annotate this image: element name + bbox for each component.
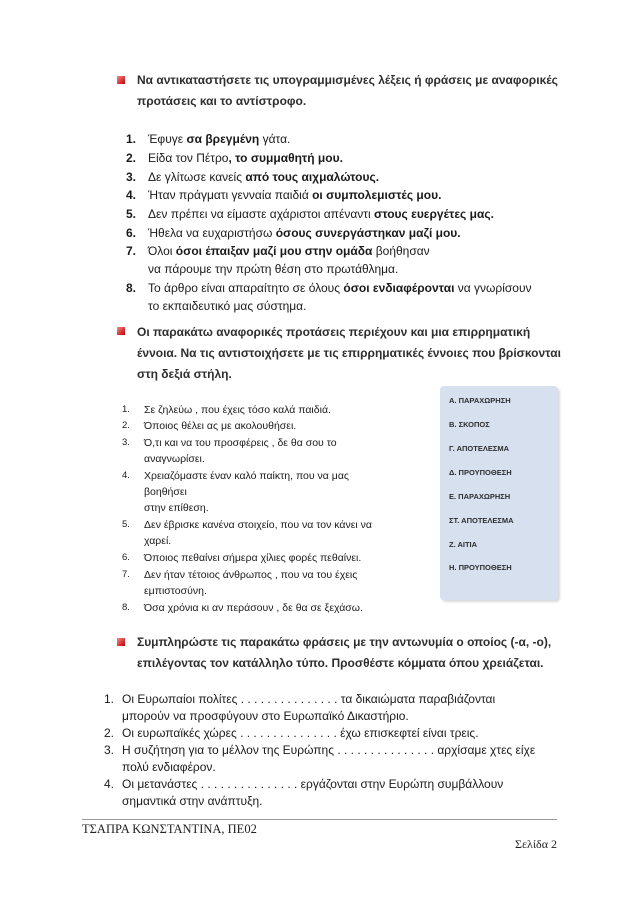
item-text: Οι μετανάστες . . . . . . . . . . . . . . . εργάζονται στην Ευρώπη συμβάλλουν bbox=[122, 777, 504, 791]
item-text: Όποιος πεθαίνει σήμερα χίλιες φορές πεθαίνει. bbox=[144, 552, 362, 564]
item-text: Είδα τον Πέτρο bbox=[148, 151, 229, 165]
item-highlight: όσους συνεργάστηκαν μαζί μου. bbox=[275, 226, 461, 240]
section3-heading bbox=[137, 632, 567, 674]
section-bullet-1 bbox=[117, 76, 125, 84]
section-bullet-2 bbox=[117, 327, 125, 335]
item-number: 6. bbox=[126, 226, 137, 240]
item-text: Ό,τι και να του προσφέρεις , δε θα σου το bbox=[144, 437, 337, 449]
list-item-continuation bbox=[144, 451, 205, 467]
options-box bbox=[440, 386, 558, 600]
item-text: χαρεί. bbox=[144, 535, 172, 547]
item-text: να πάρουμε την πρώτη θέση στο πρωτάθλημα. bbox=[148, 262, 399, 276]
list-item-continuation bbox=[148, 297, 306, 316]
option-label: Δ. ΠΡΟΥΠΟΘΕΣΗ bbox=[449, 468, 512, 477]
section2-heading-line: έννοια. Να τις αντιστοιχήσετε με τις επιρρηματικές έννοιες που βρίσκονται bbox=[137, 346, 561, 360]
item-number: 5. bbox=[122, 519, 130, 530]
item-number: 1. bbox=[126, 132, 137, 146]
item-text: Η συζήτηση για το μέλλον της Ευρώπης . . . . . . . . . . . . . . . αρχίσαμε χτες είχε bbox=[122, 743, 536, 757]
option-label: Η. ΠΡΟΥΠΟΘΕΣΗ bbox=[449, 563, 512, 572]
footer-author: ΤΣΑΠΡΑ ΚΩΝΣΤΑΝΤΙΝΑ, ΠΕ02 bbox=[82, 822, 257, 836]
item-text: Δεν έβρισκε κανένα στοιχείο, που να τον κάνει να bbox=[144, 519, 372, 531]
section1-heading-line: προτάσεις και το αντίστροφο. bbox=[137, 94, 307, 108]
item-text: βοηθήσει bbox=[144, 486, 187, 498]
section2-heading-line: Οι παρακάτω αναφορικές προτάσεις περιέχουν και μια επιρρηματική bbox=[137, 325, 531, 339]
item-number: 4. bbox=[122, 470, 130, 481]
item-number: 8. bbox=[126, 281, 137, 295]
item-number: 5. bbox=[126, 207, 137, 221]
option-label: Ε. ΠΑΡΑΧΩΡΗΣΗ bbox=[449, 492, 511, 501]
item-number: 8. bbox=[122, 602, 130, 613]
item-text: Δε γλίτωσε κανείς bbox=[148, 170, 246, 184]
item-highlight: , το συμμαθητή μου. bbox=[228, 151, 343, 165]
item-text: το εκπαιδευτικό μας σύστημα. bbox=[148, 299, 307, 313]
option-label: Ζ. ΑΙΤΙΑ bbox=[449, 540, 478, 549]
item-text: Ήθελα να ευχαριστήσω bbox=[148, 226, 276, 240]
item-text: Χρειαζόμαστε έναν καλό παίκτη, που να μας bbox=[144, 470, 349, 482]
item-text: Όποιος θέλει ας με ακολουθήσει. bbox=[144, 420, 297, 432]
item-highlight: όσοι ενδιαφέρονται bbox=[343, 281, 455, 295]
item-text: Δεν πρέπει να είμαστε αχάριστοι απέναντι bbox=[148, 207, 374, 221]
item-text-after: γάτα. bbox=[259, 132, 291, 146]
item-number: 2. bbox=[126, 151, 137, 165]
list-item-continuation bbox=[144, 533, 171, 549]
item-text: Έφυγε bbox=[148, 132, 187, 146]
item-text: Ήταν πράγματι γενναία παιδιά bbox=[148, 188, 313, 202]
item-number: 6. bbox=[122, 552, 130, 563]
item-text: αναγνωρίσει. bbox=[144, 453, 205, 465]
item-highlight: σα βρεγμένη bbox=[186, 132, 260, 146]
option-label: Α. ΠΑΡΑΧΩΡΗΣΗ bbox=[449, 396, 511, 405]
page-number: Σελίδα 2 bbox=[514, 837, 557, 851]
item-number: 3. bbox=[122, 437, 130, 448]
item-number: 1. bbox=[122, 404, 130, 415]
item-text: Σε ζηλεύω , που έχεις τόσο καλά παιδιά. bbox=[144, 404, 331, 416]
item-number: 7. bbox=[122, 569, 130, 580]
item-text: μπορούν να προσφύγουν στο Ευρωπαϊκό Δικαστήριο. bbox=[122, 709, 409, 723]
item-number: 4. bbox=[104, 777, 115, 791]
section-bullet-3 bbox=[117, 638, 125, 646]
item-text: Οι Ευρωπαίοι πολίτες . . . . . . . . . . . . . . . τα δικαιώματα παραβιάζονται bbox=[122, 692, 496, 706]
item-text: στην επίθεση. bbox=[144, 502, 209, 514]
item-number: 7. bbox=[126, 244, 137, 258]
item-number: 2. bbox=[122, 420, 130, 431]
option-label: Γ. ΑΠΟΤΕΛΕΣΜΑ bbox=[449, 444, 509, 453]
section3-heading-line: επιλέγοντας τον κατάλληλο τύπο. Προσθέστε κόμματα όπου χρειάζεται. bbox=[137, 656, 544, 670]
item-text-after: βοήθησαν bbox=[372, 244, 430, 258]
item-text: Δεν ήταν τέτοιος άνθρωπος , που να του έχεις bbox=[144, 569, 358, 581]
section2-heading bbox=[137, 322, 567, 385]
item-number: 2. bbox=[104, 726, 115, 740]
list-item-continuation bbox=[122, 759, 216, 776]
list-item-continuation bbox=[144, 583, 207, 599]
item-text: Οι ευρωπαϊκές χώρες . . . . . . . . . . . . . . . έχω επισκεφτεί είναι τρεις. bbox=[122, 726, 479, 740]
item-highlight: στους ευεργέτες μας. bbox=[374, 207, 494, 221]
option-label: ΣΤ. ΑΠΟΤΕΛΕΣΜΑ bbox=[449, 516, 514, 525]
section2-heading-line: στη δεξιά στήλη. bbox=[137, 367, 232, 381]
list-item-continuation bbox=[144, 500, 209, 516]
item-text: εμπιστοσύνη. bbox=[144, 585, 207, 597]
item-number: 4. bbox=[126, 188, 137, 202]
item-text: πολύ ενδιαφέρον. bbox=[122, 760, 216, 774]
option-label: Β. ΣΚΟΠΟΣ bbox=[449, 420, 490, 429]
section1-heading-line: Να αντικαταστήσετε τις υπογραμμισμένες λέξεις ή φράσεις με αναφορικές bbox=[137, 73, 558, 87]
list-item-continuation bbox=[122, 793, 262, 810]
list-item-continuation bbox=[144, 484, 187, 500]
item-text: Το άρθρο είναι απαραίτητο σε όλους bbox=[148, 281, 344, 295]
section1-heading bbox=[137, 70, 567, 112]
footer-divider bbox=[82, 819, 557, 820]
list-item-continuation bbox=[122, 708, 409, 725]
item-text: Όσα χρόνια κι αν περάσουν , δε θα σε ξεχάσω. bbox=[144, 602, 363, 614]
item-highlight: από τους αιχμαλώτους. bbox=[245, 170, 380, 184]
item-highlight: οι συμπολεμιστές μου. bbox=[312, 188, 442, 202]
item-text: Όλοι bbox=[148, 244, 176, 258]
section3-heading-line: Συμπληρώστε τις παρακάτω φράσεις με την αντωνυμία ο οποίος (-α, -ο), bbox=[137, 635, 552, 649]
item-number: 3. bbox=[104, 743, 115, 757]
item-text: σημαντικά στην ανάπτυξη. bbox=[122, 794, 263, 808]
item-text-after: να γνωρίσουν bbox=[454, 281, 532, 295]
item-number: 1. bbox=[104, 692, 115, 706]
item-highlight: όσοι έπαιξαν μαζί μου στην ομάδα bbox=[175, 244, 373, 258]
list-item-continuation bbox=[148, 260, 398, 279]
item-number: 3. bbox=[126, 170, 137, 184]
